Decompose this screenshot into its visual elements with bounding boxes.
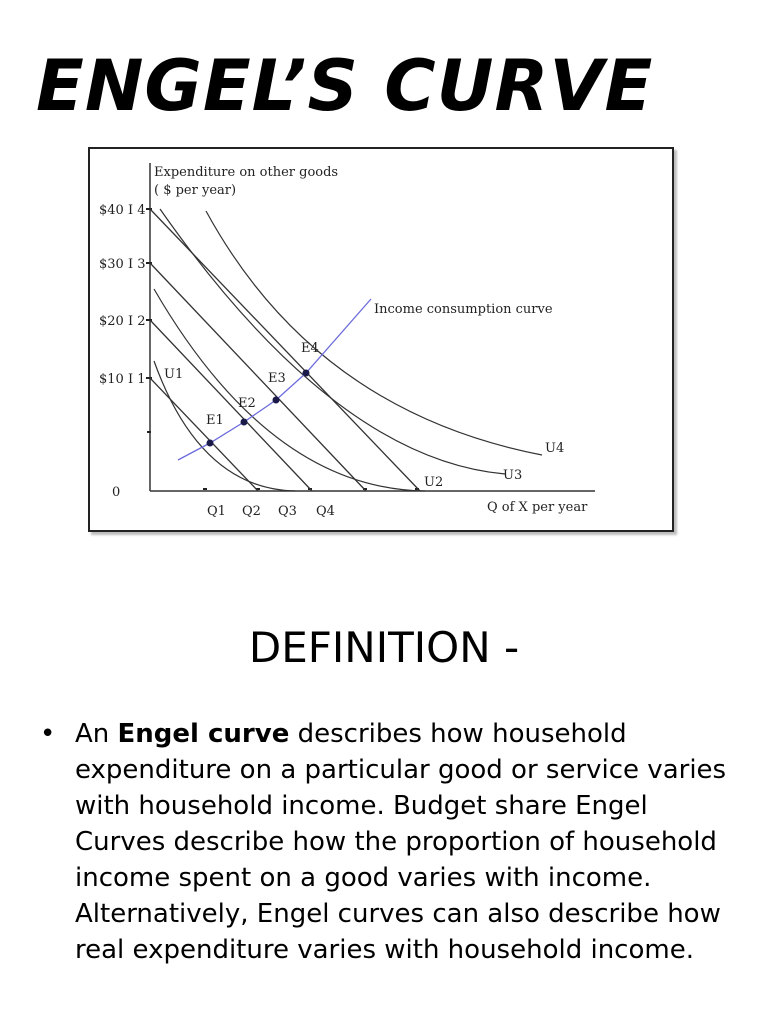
equilibrium-point-e2 xyxy=(241,419,248,426)
indifference-curve-u2 xyxy=(154,289,425,491)
u3-label: U3 xyxy=(503,468,523,483)
y-axis-label: Expenditure on other goods xyxy=(154,165,339,180)
y-tick-label: $30 I 3 xyxy=(99,257,146,272)
origin-label: 0 xyxy=(112,485,121,500)
x-tick-label: Q2 xyxy=(242,504,261,519)
bullet-marker: • xyxy=(40,719,56,749)
income-curve-label: Income consumption curve xyxy=(374,302,553,317)
engel-curve-figure xyxy=(88,147,674,532)
u1-label: U1 xyxy=(164,367,184,382)
y-axis-unit: ( $ per year) xyxy=(154,183,237,198)
e4-label: E4 xyxy=(301,341,319,356)
e2-label: E2 xyxy=(238,396,256,411)
e1-label: E1 xyxy=(206,413,224,428)
indifference-curve-u4 xyxy=(206,211,542,455)
budget-line-2 xyxy=(150,320,312,491)
equilibrium-point-e1 xyxy=(207,440,214,447)
indifference-curve-u3 xyxy=(160,209,505,474)
budget-line-1 xyxy=(150,378,258,491)
x-tick-label: Q3 xyxy=(278,504,297,519)
x-tick-label: Q1 xyxy=(207,504,226,519)
equilibrium-point-e3 xyxy=(273,397,280,404)
definition-heading: DEFINITION - xyxy=(248,623,520,672)
y-tick-label: $20 I 2 xyxy=(99,314,146,329)
u2-label: U2 xyxy=(424,475,444,490)
y-tick-label: $40 I 4 xyxy=(99,203,146,218)
engel-curve-diagram xyxy=(90,149,672,530)
e3-label: E3 xyxy=(268,371,286,386)
x-tick-label: Q4 xyxy=(316,504,335,519)
equilibrium-point-e4 xyxy=(303,370,310,377)
definition-text xyxy=(75,716,735,968)
definition-lead: An xyxy=(75,719,118,749)
slide-title: ENGEL’S CURVE xyxy=(36,45,654,127)
definition-body: describes how household expenditure on a particular good or service varies with household income. Budget share Engel Curves describe how the proportion of household income spent on a good varies with income. Alternatively, Engel curves can also describe how real expenditure varies with household income. xyxy=(75,719,727,965)
u4-label: U4 xyxy=(545,441,565,456)
y-tick-label: $10 I 1 xyxy=(99,372,146,387)
x-axis-label: Q of X per year xyxy=(487,500,588,515)
definition-term: Engel curve xyxy=(117,719,290,749)
